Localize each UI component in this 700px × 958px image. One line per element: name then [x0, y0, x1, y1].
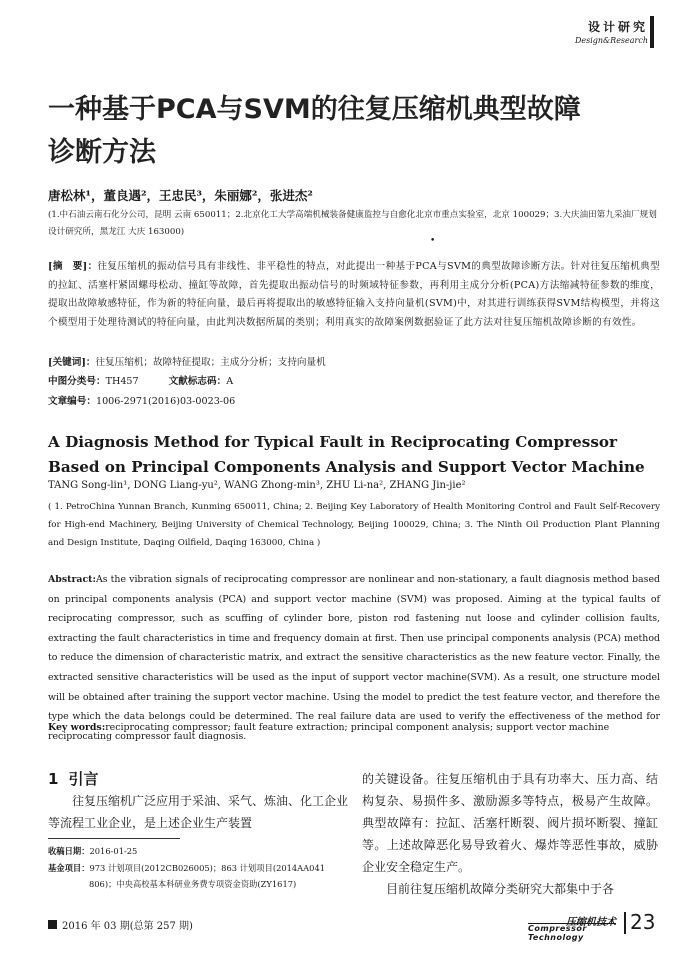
keywords-cn-label: [关键词]： — [48, 357, 96, 368]
article-number — [48, 393, 235, 411]
footer-square-icon — [48, 920, 57, 929]
page-number: 23 — [630, 910, 656, 934]
clc-label: 中图分类号： — [48, 376, 106, 387]
section-number: 1 — [48, 770, 59, 788]
abstract-cn-label: [摘 要]： — [48, 261, 98, 272]
article-number-label: 文章编号： — [48, 396, 96, 407]
fund-label: 基金项目： — [48, 862, 90, 873]
fund-line-1: 973 计划项目(2012CB026005)；863 计划项目(2014AA041 — [89, 862, 325, 873]
section-title: 引言 — [68, 770, 99, 788]
footer-issue: 2016 年 03 期(总第 257 期) — [62, 921, 193, 932]
received-value: 2016-01-25 — [89, 846, 138, 856]
journal-logo — [528, 913, 616, 942]
journal-section-en: Design&Research — [574, 36, 648, 45]
abstract-en-text: As the vibration signals of reciprocating compressor are nonlinear and non-stationary, a fault diagnosis method based on principal components analysis (PCA) and support vector machine (SVM) was proposed. Aiming at the typical faults of reciprocating compressor, such as scuffing of cylinder bore, piston rod fastening nut loose and cylinder collision faults, extracting the fault characteristics in time and frequency domain at first. Then use principal components analysis (PCA) method to reduce the dimension of characteristic matrix, and extract the sensitive characteristics as the new feature vector. Finally, the extracted sensitive characteristics will be used as the input of support vector machine(SVM). As a result, one structure model will be obtained after training the support vector machine. Using the model to predict the test feature vector, and therefore the type which the data belongs could be determined. The real failure data are used to verify the effectiveness of the method for reciprocating compressor fault diagnosis. — [48, 574, 660, 742]
classification-line — [48, 373, 233, 391]
journal-logo-cn: 压缩机技术 — [566, 917, 616, 928]
affiliation-cn: (1.中石油云南石化分公司，昆明 云南 650011；2.北京化工大学高端机械装备健康监控与自愈化北京市重点实验室，北京 100029；3.大庆油田第九采油厂规划设计研究所，黑龙江 大庆 163000) — [48, 210, 657, 237]
section-heading — [48, 768, 98, 789]
abstract-cn — [48, 258, 660, 332]
doc-code-label: 文献标志码： — [168, 376, 227, 387]
received-date — [48, 843, 348, 860]
footnotes — [48, 843, 348, 893]
abstract-cn-text: 往复压缩机的振动信号具有非线性、非平稳性的特点，对此提出一种基于PCA与SVM的典型故障诊断方法。针对往复压缩机典型的拉缸、活塞杆紧固螺母松动、撞缸等故障，首先提取出振动信号的时频域特征参数，再利用主成分分析(PCA)方法缩减特征参数的维度，提取出故障敏感特征，作为新的特征向量，最后再将提取出的敏感特征输入支持向量机(SVM)中，对其进行训练获得SVM结构模型，并将这个模型用于处理待测试的特征向量，由此判决数据所属的类别；利用真实的故障案例数据验证了此方法对往复压缩机故障诊断的有效性。 — [48, 261, 660, 328]
journal-section-cn: 设计研究 — [587, 20, 648, 34]
header-divider — [650, 16, 654, 48]
keywords-en — [48, 719, 660, 737]
abstract-en-label: Abstract: — [48, 574, 96, 585]
paper-title-cn — [48, 88, 658, 174]
received-label: 收稿日期： — [48, 846, 90, 856]
affiliation-en: ( 1. PetroChina Yunnan Branch, Kunming 650011, China; 2. Beijing Key Laboratory of Health Monitoring Control and Fault Self-Recovery for High-end Machinery, Beijing University of Chemical Technology, Beijing 100029, China; 3. The Ninth Oil Production Plant Planning and Design Institute, Daqing Oilfield, Daqing 163000, China ) — [48, 502, 660, 548]
title-line-2: 诊断方法 — [48, 137, 156, 168]
keywords-en-label: Key words: — [48, 722, 106, 733]
clc-value: TH457 — [105, 376, 139, 387]
body-left-column — [48, 790, 348, 834]
keywords-cn — [48, 354, 660, 372]
body-right-paragraph-2: 目前往复压缩机故障分类研究大都集中于各 — [386, 882, 615, 896]
keywords-cn-text: 往复压缩机；故障特征提取；主成分分析；支持向量机 — [95, 357, 326, 368]
footnote-rule — [48, 838, 180, 839]
separator-dot: • — [430, 236, 436, 246]
body-right-column — [362, 768, 658, 900]
footer-divider — [624, 912, 626, 934]
keywords-en-text: reciprocating compressor; fault feature extraction; principal component analysis; support vector machine — [105, 722, 610, 733]
fund-info — [48, 860, 348, 877]
authors-cn: 唐松林¹，董良遇²，王忠民³，朱丽娜²，张进杰² — [48, 188, 313, 203]
journal-logo-en: Compressor Technology — [528, 923, 616, 942]
article-number-value: 1006-2971(2016)03-0023-06 — [95, 396, 236, 407]
paper-title-en: A Diagnosis Method for Typical Fault in Reciprocating Compressor Based on Principal Components Analysis and Support Vector Machine — [48, 433, 645, 476]
authors-en: TANG Song-lin¹, DONG Liang-yu², WANG Zhong-min³, ZHU Li-na², ZHANG Jin-jie² — [48, 480, 466, 491]
body-right-paragraph-1: 的关键设备。往复压缩机由于具有功率大、压力高、结构复杂、易损件多、激励源多等特点，极易产生故障。典型故障有：拉缸、活塞杆断裂、阀片损坏断裂、撞缸等。上述故障恶化易导致着火、爆炸等恶性事故，威胁企业安全稳定生产。 — [362, 772, 658, 874]
title-line-1: 一种基于PCA与SVM的往复压缩机典型故障 — [48, 94, 581, 125]
body-left-paragraph: 往复压缩机广泛应用于采油、采气、炼油、化工企业等流程工业企业，是上述企业生产装置 — [48, 794, 349, 830]
fund-line-2: 806)；中央高校基本科研业务费专项资金资助(ZY1617) — [89, 879, 297, 889]
doc-code-value: A — [226, 376, 234, 387]
